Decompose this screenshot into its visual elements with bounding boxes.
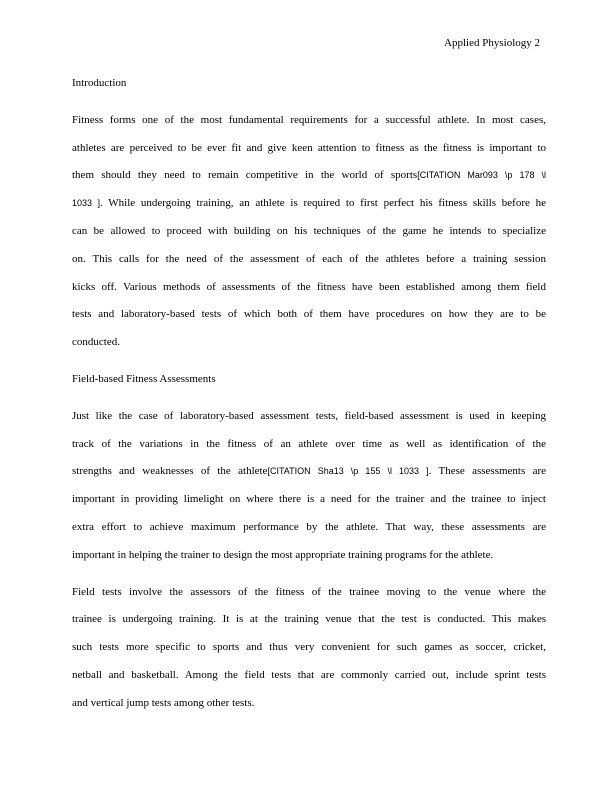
- text-line: Field tests involve the assessors of the fitness of the trainee moving to the venue where the: [72, 585, 546, 598]
- document-body: [72, 70, 546, 727]
- text-line: tests and laboratory-based tests of which both of them have procedures on how they are to be: [72, 308, 546, 321]
- running-head: Applied Physiology 2: [444, 37, 540, 49]
- text-line: [72, 190, 546, 218]
- text-line: important in providing limelight on where there is a need for the trainer and the trainee to inject: [72, 493, 546, 506]
- text-line: conducted.: [72, 336, 120, 349]
- text-line: kicks off. Various methods of assessments of the fitness have been established among them field: [72, 280, 546, 293]
- text-segment: strengths and weaknesses of the athlete: [72, 465, 268, 478]
- citation-field: [CITATION Mar093 \p 178 \l: [417, 170, 546, 181]
- text-line: [72, 458, 546, 486]
- text-line: netball and basketball. Among the field tests that are commonly carried out, include sprint tests: [72, 668, 546, 681]
- text-line: extra effort to achieve maximum performance by the athlete. That way, these assessments are: [72, 520, 546, 533]
- section-heading-introduction: Introduction: [72, 77, 127, 89]
- text-line: and vertical jump tests among other tests.: [72, 696, 255, 709]
- paragraph-field-based-2: [72, 579, 546, 718]
- section-heading-field-based: Field-based Fitness Assessments: [72, 372, 216, 385]
- paragraph-field-based-1: [72, 403, 546, 570]
- text-line: Fitness forms one of the most fundamental requirements for a successful athlete. In most cases,: [72, 113, 546, 126]
- text-line: such tests more specific to sports and thus very convenient for such games as soccer, cricket,: [72, 641, 546, 654]
- text-line: important in helping the trainer to design the most appropriate training programs for the athlete.: [72, 548, 494, 561]
- paragraph-introduction: [72, 107, 546, 357]
- text-line: Just like the case of laboratory-based assessment tests, field-based assessment is used in keeping: [72, 409, 546, 422]
- text-line: trainee is undergoing training. It is at the training venue that the test is conducted. This makes: [72, 613, 546, 626]
- text-line: athletes are perceived to be ever fit and give keen attention to fitness as the fitness is important to: [72, 141, 546, 154]
- text-line: on. This calls for the need of the assessment of each of the athletes before a training session: [72, 252, 546, 265]
- text-segment: them should they need to remain competitive in the world of sports: [72, 169, 418, 182]
- text-line: can be allowed to proceed with building on his techniques of the game he intends to specialize: [72, 224, 546, 237]
- text-segment: . While undergoing training, an athlete is required to first perfect his fitness skills before he: [100, 197, 546, 210]
- text-line: [72, 162, 546, 190]
- citation-field: 1033 ]: [72, 198, 101, 209]
- text-line: track of the variations in the fitness of an athlete over time as well as identification of the: [72, 437, 546, 450]
- text-segment: . These assessments are: [428, 465, 546, 478]
- citation-field: [CITATION Sha13 \p 155 \l 1033 ]: [267, 466, 429, 477]
